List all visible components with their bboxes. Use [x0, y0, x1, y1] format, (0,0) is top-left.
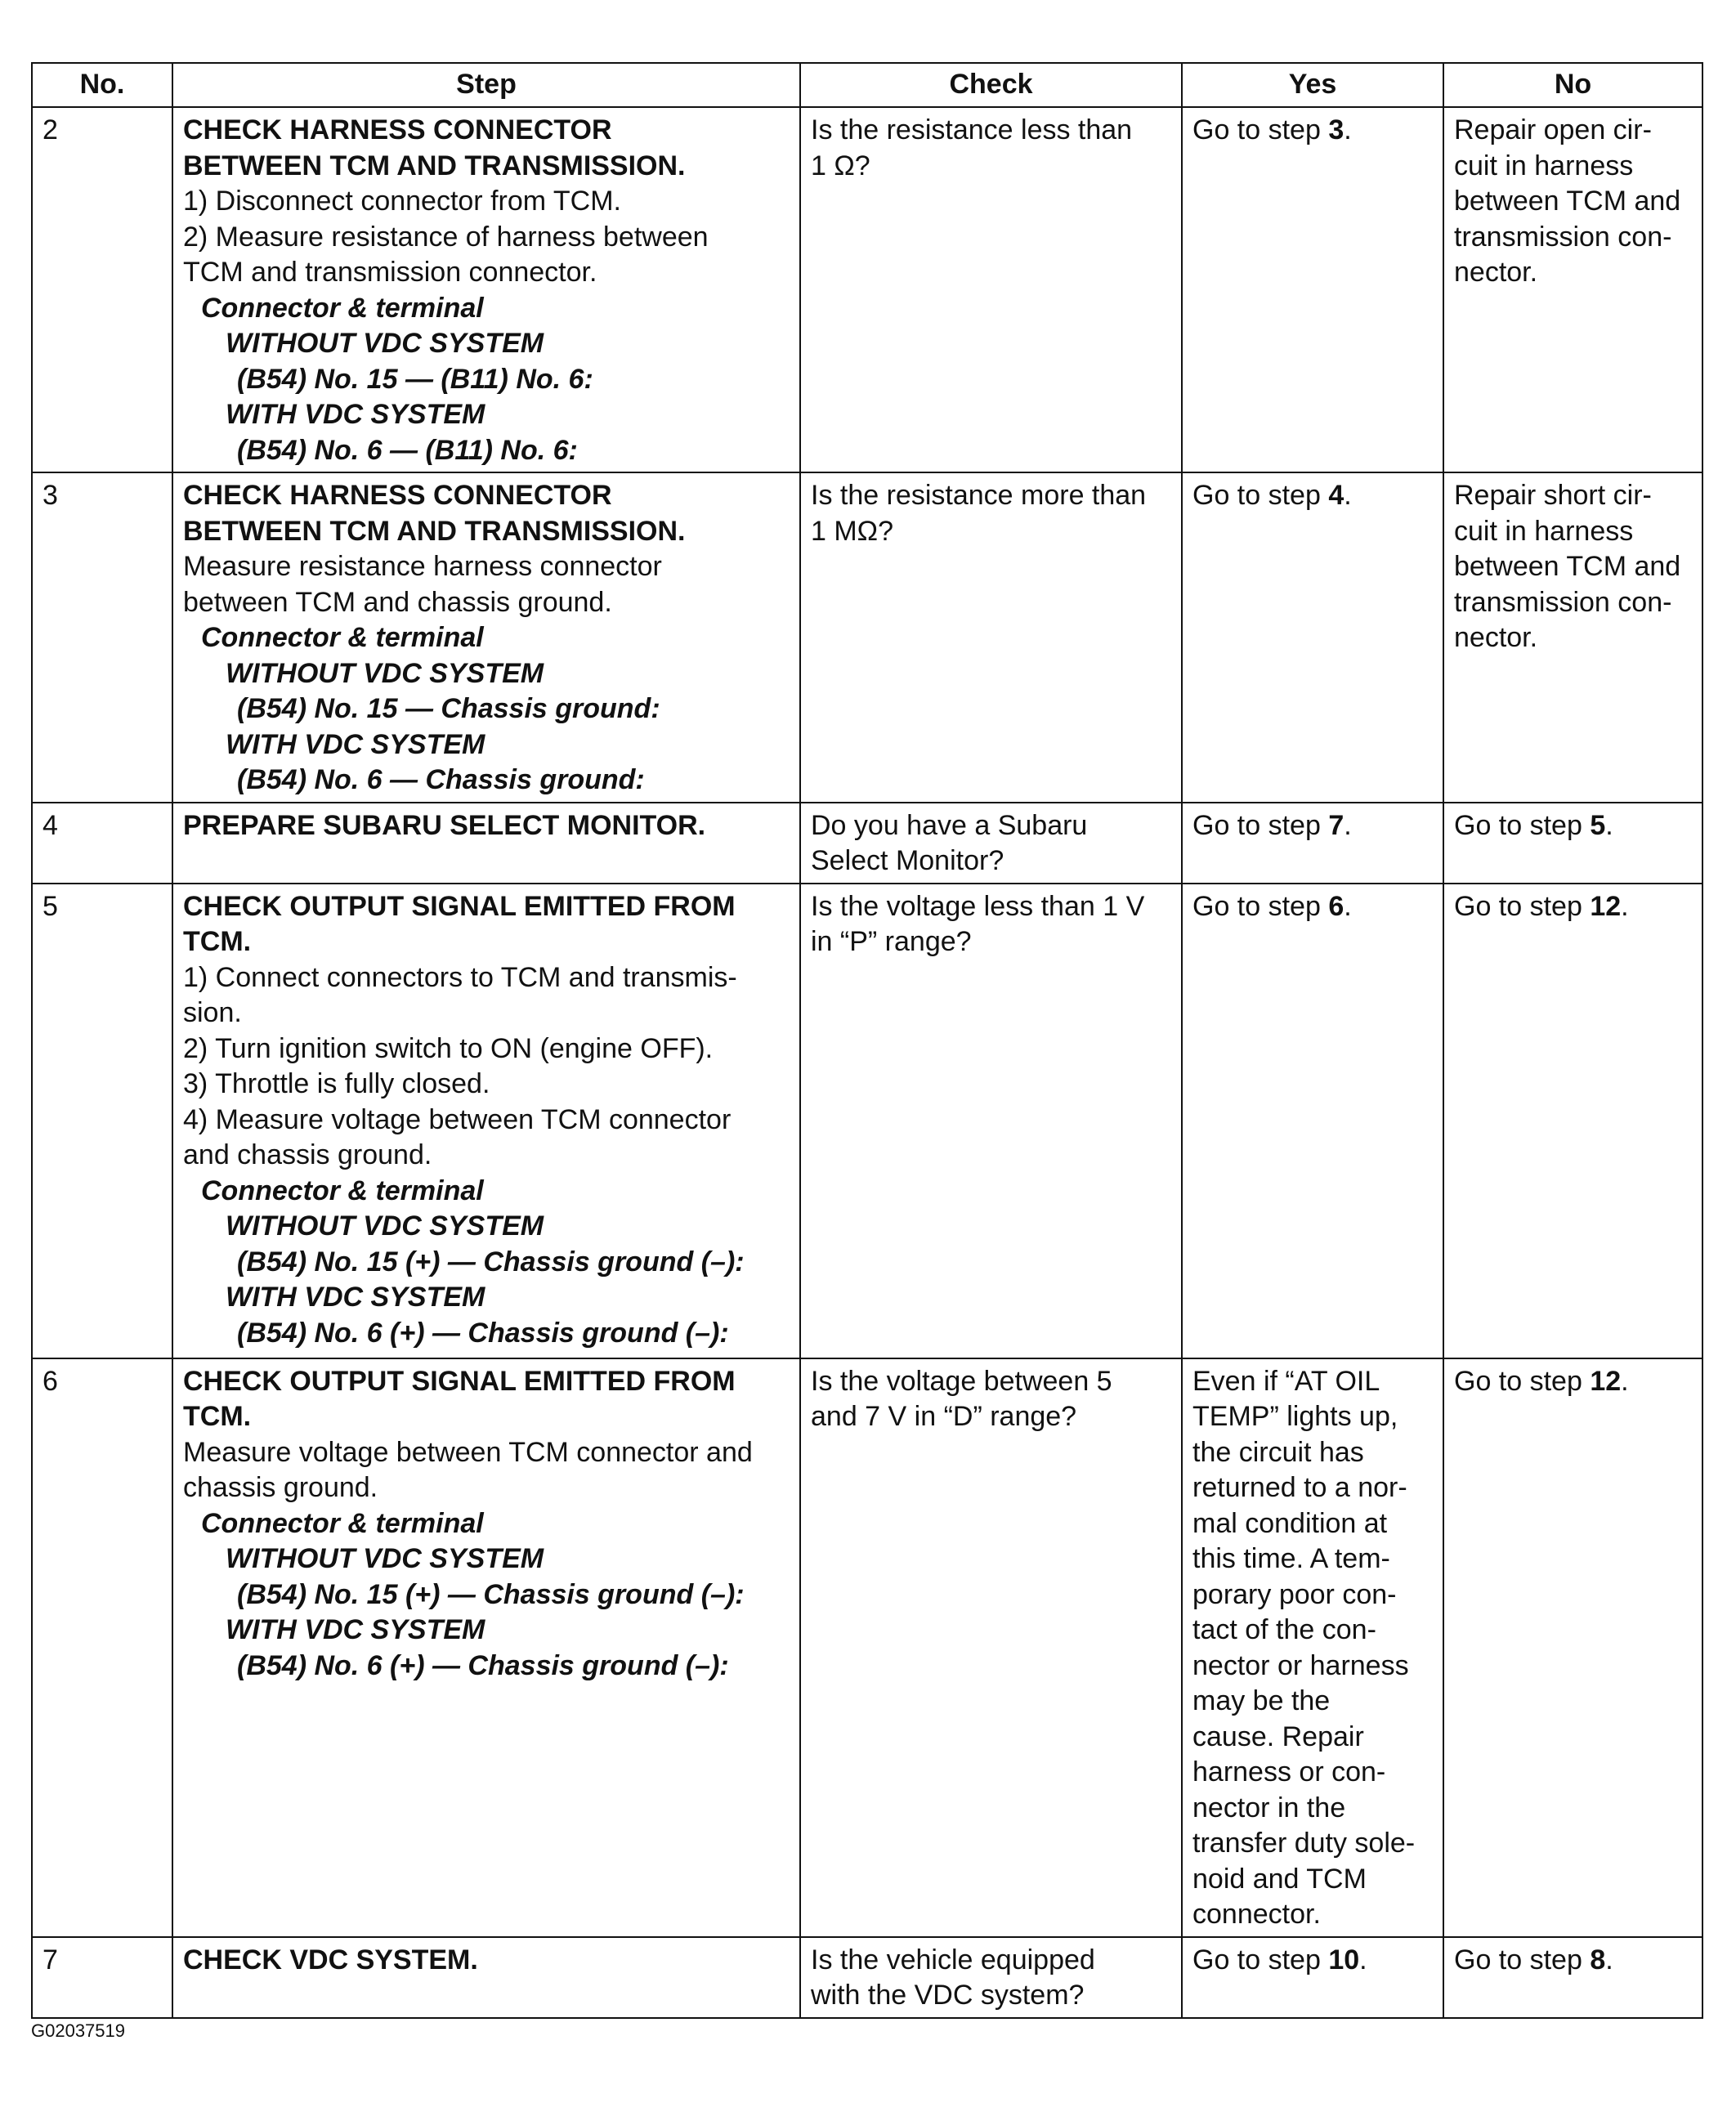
yes-text: Go to step [1192, 114, 1329, 145]
yes-text: may be the [1192, 1685, 1331, 1716]
table-row [32, 472, 1702, 803]
step-cell [172, 107, 800, 472]
check-text: 1 MΩ? [811, 515, 894, 547]
table-row [32, 1937, 1702, 2018]
yes-text: harness or con- [1192, 1756, 1386, 1788]
header-step: Step [172, 63, 800, 107]
check-text: Do you have a Subaru [811, 809, 1088, 841]
step-text: 4) Measure voltage between TCM connector [183, 1103, 732, 1135]
yes-text: this time. A tem- [1192, 1543, 1390, 1574]
step-number: 6 [32, 1358, 172, 1937]
with-vdc-label: WITH VDC SYSTEM [226, 1282, 485, 1313]
step-title: CHECK VDC SYSTEM. [183, 1944, 478, 1975]
step-title: BETWEEN TCM AND TRANSMISSION. [183, 515, 686, 547]
check-text: Is the voltage less than 1 V [811, 890, 1145, 922]
yes-step-number: 3 [1328, 114, 1345, 145]
yes-step-number: 10 [1328, 1944, 1360, 1975]
no-cell [1443, 107, 1702, 472]
check-text: Is the vehicle equipped [811, 1944, 1095, 1975]
check-text: and 7 V in “D” range? [811, 1401, 1077, 1432]
check-text: Is the voltage between 5 [811, 1365, 1112, 1397]
check-cell [800, 1937, 1182, 2018]
yes-text: Go to step [1192, 1944, 1329, 1975]
yes-cell [1182, 472, 1443, 803]
no-cell [1443, 803, 1702, 884]
no-step-number: 12 [1590, 890, 1622, 922]
step-number: 5 [32, 884, 172, 1358]
without-vdc-terminal: (B54) No. 15 — Chassis ground: [237, 693, 660, 724]
yes-end: . [1344, 809, 1352, 841]
yes-end: . [1344, 890, 1352, 922]
yes-step-number: 6 [1328, 890, 1345, 922]
step-number: 3 [32, 472, 172, 803]
step-title: CHECK HARNESS CONNECTOR [183, 114, 612, 145]
step-title: TCM. [183, 1401, 252, 1432]
with-vdc-terminal: (B54) No. 6 (+) — Chassis ground (–): [237, 1317, 729, 1349]
header-no: No. [32, 63, 172, 107]
yes-text: transfer duty sole- [1192, 1828, 1416, 1859]
without-vdc-label: WITHOUT VDC SYSTEM [226, 1543, 544, 1574]
no-text: Go to step [1454, 1944, 1591, 1975]
yes-text: TEMP” lights up, [1192, 1401, 1398, 1432]
no-end: . [1621, 890, 1629, 922]
step-text: Measure voltage between TCM connector and [183, 1436, 753, 1468]
diagnosis-table [31, 62, 1703, 2019]
yes-cell [1182, 884, 1443, 1358]
step-number: 7 [32, 1937, 172, 2018]
without-vdc-terminal: (B54) No. 15 (+) — Chassis ground (–): [237, 1578, 745, 1610]
yes-text: the circuit has [1192, 1436, 1364, 1468]
no-text: cuit in harness [1454, 515, 1634, 547]
yes-end: . [1359, 1944, 1367, 1975]
check-text: Is the resistance more than [811, 480, 1147, 511]
step-cell [172, 803, 800, 884]
check-cell [800, 803, 1182, 884]
yes-text: Go to step [1192, 809, 1329, 841]
yes-text: Even if “AT OIL [1192, 1365, 1380, 1397]
no-cell [1443, 1358, 1702, 1937]
check-text: with the VDC system? [811, 1980, 1085, 2011]
no-step-number: 8 [1590, 1944, 1606, 1975]
step-title: BETWEEN TCM AND TRANSMISSION. [183, 150, 686, 181]
yes-text: nector in the [1192, 1792, 1346, 1823]
check-text: Select Monitor? [811, 845, 1004, 876]
no-text: Go to step [1454, 1365, 1591, 1397]
without-vdc-label: WITHOUT VDC SYSTEM [226, 657, 544, 689]
table-row [32, 803, 1702, 884]
yes-text: connector. [1192, 1899, 1321, 1930]
connector-terminal-label: Connector & terminal [201, 622, 484, 653]
without-vdc-label: WITHOUT VDC SYSTEM [226, 328, 544, 359]
without-vdc-terminal: (B54) No. 15 (+) — Chassis ground (–): [237, 1246, 745, 1277]
step-number: 2 [32, 107, 172, 472]
no-text: transmission con- [1454, 221, 1672, 253]
with-vdc-label: WITH VDC SYSTEM [226, 399, 485, 430]
yes-cell [1182, 107, 1443, 472]
no-cell [1443, 1937, 1702, 2018]
table-row [32, 1358, 1702, 1937]
check-cell [800, 1358, 1182, 1937]
with-vdc-label: WITH VDC SYSTEM [226, 728, 485, 760]
with-vdc-label: WITH VDC SYSTEM [226, 1614, 485, 1645]
no-step-number: 12 [1590, 1365, 1622, 1397]
no-text: between TCM and [1454, 186, 1681, 217]
yes-text: noid and TCM [1192, 1863, 1367, 1895]
connector-terminal-label: Connector & terminal [201, 1507, 484, 1539]
step-title: CHECK OUTPUT SIGNAL EMITTED FROM [183, 890, 736, 922]
check-cell [800, 884, 1182, 1358]
yes-text: tact of the con- [1192, 1614, 1376, 1645]
table-row [32, 884, 1702, 1358]
no-cell [1443, 884, 1702, 1358]
no-text: nector. [1454, 622, 1538, 653]
no-text: cuit in harness [1454, 150, 1634, 181]
yes-end: . [1344, 480, 1352, 511]
yes-cell [1182, 1937, 1443, 2018]
no-text: nector. [1454, 257, 1538, 288]
yes-text: nector or harness [1192, 1649, 1409, 1681]
with-vdc-terminal: (B54) No. 6 — (B11) No. 6: [237, 434, 578, 466]
check-text: 1 Ω? [811, 150, 870, 181]
header-yes: Yes [1182, 63, 1443, 107]
step-title: PREPARE SUBARU SELECT MONITOR. [183, 809, 706, 841]
no-text: Repair open cir- [1454, 114, 1652, 145]
no-text: between TCM and [1454, 551, 1681, 582]
step-text: between TCM and chassis ground. [183, 586, 612, 618]
step-cell [172, 1937, 800, 2018]
no-end: . [1605, 1944, 1613, 1975]
figure-code: G02037519 [31, 2020, 125, 2041]
with-vdc-terminal: (B54) No. 6 — Chassis ground: [237, 764, 645, 795]
table-row [32, 107, 1702, 472]
step-cell [172, 884, 800, 1358]
without-vdc-terminal: (B54) No. 15 — (B11) No. 6: [237, 363, 593, 395]
step-title: CHECK OUTPUT SIGNAL EMITTED FROM [183, 1365, 736, 1397]
no-text: Go to step [1454, 890, 1591, 922]
no-text: transmission con- [1454, 586, 1672, 618]
without-vdc-label: WITHOUT VDC SYSTEM [226, 1210, 544, 1242]
header-check: Check [800, 63, 1182, 107]
step-text: sion. [183, 997, 242, 1028]
step-text: TCM and transmission connector. [183, 257, 597, 288]
step-text: and chassis ground. [183, 1139, 432, 1170]
no-end: . [1621, 1365, 1629, 1397]
header-no-result: No [1443, 63, 1702, 107]
no-end: . [1605, 809, 1613, 841]
yes-text: cause. Repair [1192, 1720, 1364, 1752]
no-step-number: 5 [1590, 809, 1606, 841]
connector-terminal-label: Connector & terminal [201, 1175, 484, 1206]
step-text: chassis ground. [183, 1472, 378, 1503]
step-text: 1) Disconnect connector from TCM. [183, 186, 621, 217]
yes-text: returned to a nor- [1192, 1472, 1407, 1503]
header-row [32, 63, 1702, 107]
check-text: in “P” range? [811, 926, 972, 957]
step-text: Measure resistance harness connector [183, 551, 662, 582]
step-cell [172, 1358, 800, 1937]
yes-text: porary poor con- [1192, 1578, 1397, 1610]
yes-step-number: 4 [1328, 480, 1345, 511]
step-text: 2) Measure resistance of harness between [183, 221, 709, 253]
no-cell [1443, 472, 1702, 803]
check-cell [800, 107, 1182, 472]
connector-terminal-label: Connector & terminal [201, 292, 484, 324]
step-title: TCM. [183, 926, 252, 957]
yes-text: Go to step [1192, 480, 1329, 511]
check-cell [800, 472, 1182, 803]
yes-text: Go to step [1192, 890, 1329, 922]
step-number: 4 [32, 803, 172, 884]
yes-cell [1182, 1358, 1443, 1937]
step-text: 1) Connect connectors to TCM and transmis- [183, 961, 737, 993]
step-text: 2) Turn ignition switch to ON (engine OFF). [183, 1032, 714, 1064]
step-text: 3) Throttle is fully closed. [183, 1068, 490, 1099]
step-title: CHECK HARNESS CONNECTOR [183, 480, 612, 511]
with-vdc-terminal: (B54) No. 6 (+) — Chassis ground (–): [237, 1649, 729, 1681]
yes-step-number: 7 [1328, 809, 1345, 841]
check-text: Is the resistance less than [811, 114, 1133, 145]
step-cell [172, 472, 800, 803]
no-text: Go to step [1454, 809, 1591, 841]
no-text: Repair short cir- [1454, 480, 1652, 511]
yes-text: mal condition at [1192, 1507, 1388, 1539]
yes-cell [1182, 803, 1443, 884]
yes-end: . [1344, 114, 1352, 145]
